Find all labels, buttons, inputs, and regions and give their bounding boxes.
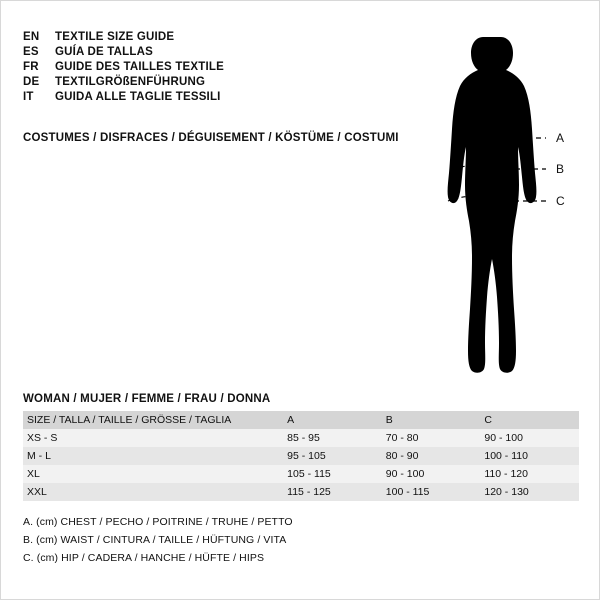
cell-size: XS - S [23, 429, 283, 447]
cell-c: 100 - 110 [480, 447, 579, 465]
cell-a: 105 - 115 [283, 465, 382, 483]
language-label: TEXTILGRÖßENFÜHRUNG [55, 76, 206, 88]
measure-label-b: B [556, 162, 565, 176]
language-row [23, 46, 353, 58]
language-list [23, 31, 353, 106]
language-row [23, 31, 353, 43]
table-header-row [23, 411, 579, 429]
table-row [23, 465, 579, 483]
cell-c: 110 - 120 [480, 465, 579, 483]
language-label: GUÍA DE TALLAS [55, 46, 153, 58]
cell-b: 70 - 80 [382, 429, 481, 447]
column-header-a: A [283, 411, 382, 429]
legend-line-a: A. (cm) CHEST / PECHO / POITRINE / TRUHE / PETTO [23, 516, 293, 528]
language-code: DE [23, 76, 40, 88]
measurement-legend [23, 516, 423, 570]
cell-a: 95 - 105 [283, 447, 382, 465]
costumes-subtitle: COSTUMES / DISFRACES / DÉGUISEMENT / KÖSTÜME / COSTUMI [23, 132, 399, 144]
language-code: ES [23, 46, 39, 58]
language-row [23, 76, 353, 88]
figure-illustration [396, 21, 586, 381]
size-table [23, 411, 579, 501]
cell-b: 100 - 115 [382, 483, 481, 501]
language-code: IT [23, 91, 34, 103]
cell-c: 90 - 100 [480, 429, 579, 447]
language-row [23, 61, 353, 73]
cell-size: XL [23, 465, 283, 483]
legend-line-b: B. (cm) WAIST / CINTURA / TAILLE / HÜFTUNG / VITA [23, 534, 287, 546]
column-header-b: B [382, 411, 481, 429]
language-label: GUIDE DES TAILLES TEXTILE [55, 61, 224, 73]
cell-b: 80 - 90 [382, 447, 481, 465]
cell-c: 120 - 130 [480, 483, 579, 501]
cell-a: 85 - 95 [283, 429, 382, 447]
language-code: EN [23, 31, 40, 43]
table-row [23, 483, 579, 501]
cell-size: M - L [23, 447, 283, 465]
measure-label-c: C [556, 194, 565, 208]
cell-b: 90 - 100 [382, 465, 481, 483]
column-header-c: C [480, 411, 579, 429]
legend-line-c: C. (cm) HIP / CADERA / HANCHE / HÜFTE / HIPS [23, 552, 265, 564]
size-table-area [23, 393, 579, 501]
measure-label-a: A [556, 131, 565, 145]
language-row [23, 91, 353, 103]
table-row [23, 429, 579, 447]
cell-a: 115 - 125 [283, 483, 382, 501]
column-header-size: SIZE / TALLA / TAILLE / GRÖSSE / TAGLIA [23, 411, 283, 429]
table-row [23, 447, 579, 465]
table-title: WOMAN / MUJER / FEMME / FRAU / DONNA [23, 393, 271, 405]
language-label: TEXTILE SIZE GUIDE [55, 31, 175, 43]
female-silhouette-icon [448, 37, 537, 373]
language-code: FR [23, 61, 39, 73]
cell-size: XXL [23, 483, 283, 501]
language-label: GUIDA ALLE TAGLIE TESSILI [55, 91, 221, 103]
